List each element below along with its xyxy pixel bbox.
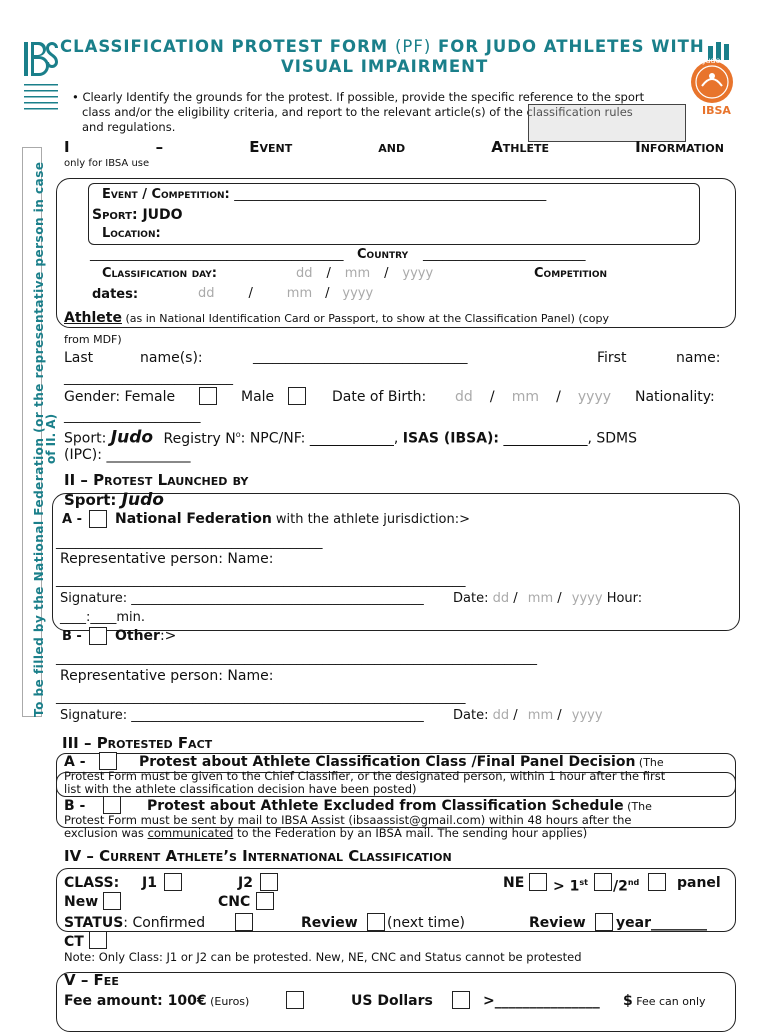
ne-label: NE — [503, 875, 525, 891]
first-name-label: name: — [676, 350, 721, 366]
fee-amount-label: Fee amount: 100€ (Euros) — [64, 993, 250, 1009]
fact-a-label: A - — [64, 754, 86, 770]
instruction-line-2: class and/or the eligibility criteria, and report to the relevant article(s) of the classification rules — [82, 105, 633, 119]
euro-checkbox[interactable] — [286, 991, 304, 1009]
athlete-label: Athlete (as in National Identification Card or Passport, to show at the Classification Panel) (copy — [64, 310, 609, 326]
next-time-label: (next time) — [387, 915, 466, 931]
j1-checkbox[interactable] — [164, 873, 182, 891]
fact-a-checkbox[interactable] — [99, 752, 117, 770]
fact-a-title: Protest about Athlete Classification Class /Final Panel Decision (The — [139, 754, 664, 770]
option-a-label: A - — [62, 512, 82, 527]
second-panel-label: /2nd — [613, 878, 640, 895]
sport2-row: Sport: Judo Registry $N^o$: NPC/NF: ____________, ISAS (IBSA): ____________, SDMS — [64, 427, 638, 448]
first-panel-checkbox[interactable] — [594, 873, 612, 891]
section2-sport: Sport: Judo — [64, 490, 164, 510]
form-title-line1: CLASSIFICATION PROTEST FORM (PF) FOR JUDO ATHLETES WITH — [60, 37, 705, 56]
ne-checkbox[interactable] — [529, 873, 547, 891]
fact-a-note-2: list with the athlete classification decision have been posted) — [64, 782, 417, 796]
ibsa-use-note: only for IBSA use — [64, 158, 150, 169]
signature-field-b[interactable]: Signature: _____________________________________________ — [60, 708, 424, 723]
side-label-2: of II. A) — [44, 413, 58, 464]
national-federation-label: National Federation with the athlete jurisdiction:> — [115, 511, 471, 527]
section3-heading: III – Protested Fact — [62, 734, 213, 752]
dob-label: Date of Birth: — [332, 389, 427, 405]
dollar-label: $ Fee can only — [623, 993, 706, 1009]
class-note: Note: Only Class: J1 or J2 can be protested. New, NE, CNC and Status cannot be protested — [64, 950, 582, 964]
country-label: Country — [357, 247, 409, 262]
dob-date[interactable]: dd / mm / yyyy — [455, 389, 612, 405]
cnc-checkbox[interactable] — [256, 892, 274, 910]
female-checkbox[interactable] — [199, 387, 217, 405]
first-label: First — [597, 350, 627, 366]
date-b[interactable]: Date: dd / mm / yyyy — [453, 708, 603, 723]
event-competition-label: Event / Competition: ________________________________________________ — [102, 187, 547, 202]
rep2-name-field[interactable]: _______________________________________________________________ — [56, 690, 466, 705]
competition-dates-label: dates: — [92, 287, 139, 302]
j1-label: J1 — [142, 875, 157, 891]
gt1-label: > 1st — [553, 878, 588, 895]
instruction-line-3: and regulations. — [82, 120, 176, 134]
judo-logo-ibsa: IBSA — [702, 104, 731, 117]
section4-heading: IV – Current Athlete’s International Classification — [64, 847, 452, 865]
other-field[interactable]: __________________________________________________________________________ — [56, 651, 537, 666]
athlete-note-2: from MDF) — [64, 333, 122, 346]
gender-label: Gender: Female — [64, 389, 176, 405]
class-label: CLASS: — [64, 875, 120, 891]
first-name-field[interactable]: __________________________ — [64, 371, 233, 386]
ibsa-logo — [22, 40, 62, 116]
rep-name-label: Representative person: Name: — [60, 551, 274, 567]
sport-label: Sport: JUDO — [92, 207, 183, 223]
competition-dates-date[interactable]: dd / mm / yyyy — [198, 286, 374, 301]
classification-day-date[interactable]: dd / mm / yyyy — [296, 266, 434, 281]
side-label: To be filled by the National Federation (or the representative person in case — [32, 161, 46, 717]
review2-label: Review — [529, 915, 586, 931]
option-b-label: B - — [62, 629, 82, 644]
section1-heading: I – Event and Athlete Information — [64, 138, 724, 156]
form-title-line2: VISUAL IMPAIRMENT — [281, 57, 489, 76]
review-label: Review — [301, 915, 358, 931]
ipc-field[interactable]: (IPC): ____________ — [64, 447, 191, 463]
fact-a-note-1: Protest Form must be given to the Chief Classifier, or the designated person, within 1 hour after the first — [64, 769, 666, 783]
section2-heading: II – Protest Launched by — [64, 471, 249, 489]
review-year-checkbox[interactable] — [595, 913, 613, 931]
nationality-field[interactable]: _____________________ — [64, 409, 201, 424]
male-label: Male — [241, 389, 275, 405]
confirmed-checkbox[interactable] — [235, 913, 253, 931]
nationality-label: Nationality: — [635, 389, 715, 405]
signature-field-a[interactable]: Signature: _____________________________________________ — [60, 591, 424, 606]
rep-name-field[interactable]: _______________________________________________________________ — [56, 573, 466, 588]
ct-label: CT — [64, 934, 84, 950]
judo-logo-text: Judo — [703, 56, 721, 65]
names-label: name(s): — [140, 350, 203, 366]
new-label: New — [64, 894, 99, 910]
fact-b-note-1: Protest Form must be sent by mail to IBSA Assist (ibsaassist@gmail.com) within 48 hours after the — [64, 813, 632, 827]
other-checkbox[interactable] — [89, 627, 107, 645]
usd-amount-field[interactable]: >_______________ — [483, 993, 600, 1009]
fact-b-checkbox[interactable] — [103, 796, 121, 814]
fact-b-label: B - — [64, 798, 86, 814]
last-name-field[interactable]: _________________________________ — [253, 350, 468, 365]
usd-label: US Dollars — [351, 993, 433, 1009]
usd-checkbox[interactable] — [452, 991, 470, 1009]
location-label: Location: — [102, 226, 161, 241]
location-line[interactable]: _______________________________________ — [90, 247, 344, 262]
competition-label: Competition — [534, 266, 608, 281]
hour-field[interactable]: ____:____min. — [60, 610, 146, 625]
review-next-checkbox[interactable] — [367, 913, 385, 931]
rep2-name-label: Representative person: Name: — [60, 668, 274, 684]
male-checkbox[interactable] — [288, 387, 306, 405]
ct-checkbox[interactable] — [89, 931, 107, 949]
classification-day-label: Classification day: — [102, 266, 218, 281]
instruction-line-1: • Clearly Identify the grounds for the protest. If possible, provide the specific reference to the sport — [72, 90, 645, 104]
cnc-label: CNC — [218, 894, 251, 910]
ibsa-use-box — [528, 104, 686, 142]
j2-label: J2 — [238, 875, 253, 891]
year-field[interactable]: year________ — [616, 915, 707, 931]
country-line[interactable]: _________________________ — [423, 247, 586, 262]
j2-checkbox[interactable] — [260, 873, 278, 891]
second-panel-checkbox[interactable] — [648, 873, 666, 891]
national-federation-checkbox[interactable] — [89, 510, 107, 528]
other-label: Other:> — [115, 628, 177, 644]
section5-heading: V – Fee — [64, 971, 119, 989]
last-label: Last — [64, 350, 94, 366]
nf-name-field[interactable]: _________________________________________ — [56, 535, 323, 550]
date-a[interactable]: Date: dd / mm / yyyy Hour: — [453, 591, 643, 606]
fact-b-title: Protest about Athlete Excluded from Classification Schedule (The — [147, 798, 652, 814]
panel-label: panel — [677, 875, 721, 891]
new-checkbox[interactable] — [103, 892, 121, 910]
status-label: STATUS: Confirmed — [64, 915, 206, 931]
fact-b-note-2: exclusion was communicated to the Federation by an IBSA mail. The sending hour applies) — [64, 826, 588, 840]
